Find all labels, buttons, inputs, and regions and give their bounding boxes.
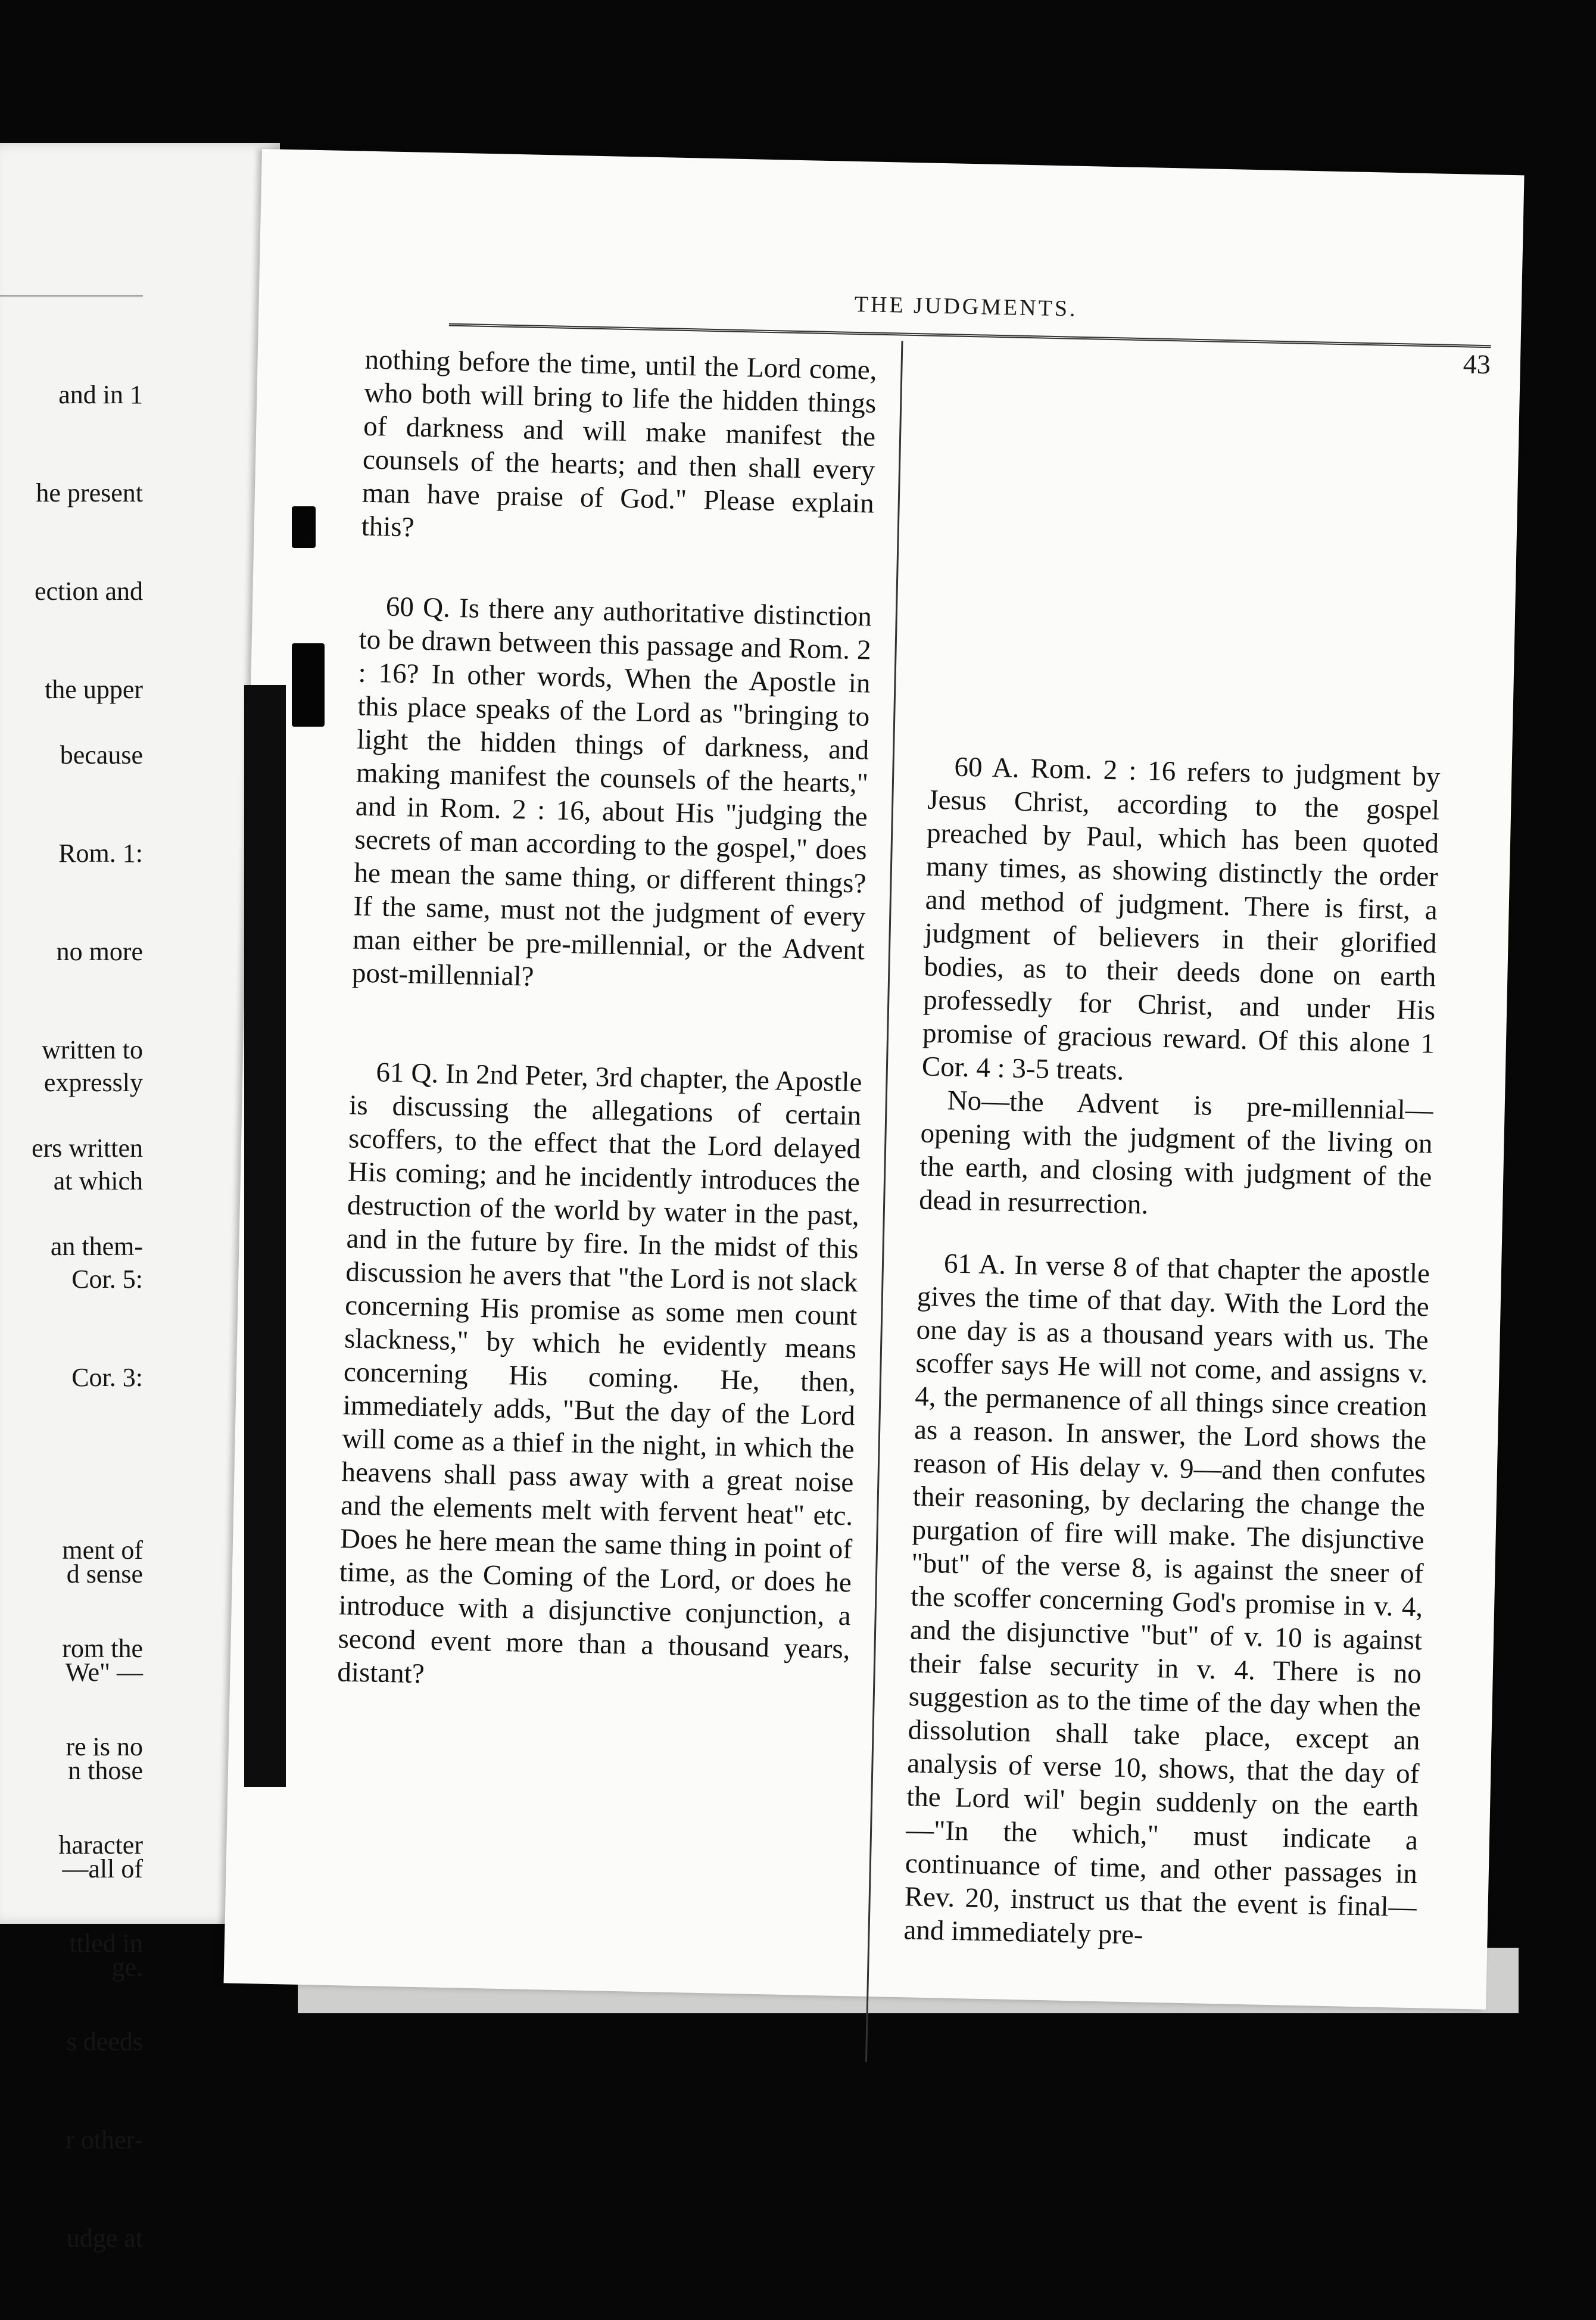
left-fragment-line: Rom. 1: xyxy=(58,839,143,868)
right-column xyxy=(903,750,1441,1958)
left-fragment-line: ment of xyxy=(62,1536,143,1565)
question-60: 60 Q. Is there any authoritative distinction to be drawn between this passage and Rom. 2 : 16? In other words, When the Apostle in this place speaks of the Lord as "bringing to light the hidden things of darkness, and making manifest the counsels of the hearts," and in Rom. 2 : 16, about His "judging the secrets of man according to the gospel," does he mean the same thing, or different things? If the same, must not the judgment of every man either be pre-millennial, or the Advent post-millennial? xyxy=(351,591,872,992)
answer-61: 61 A. In verse 8 of that chapter the apostle gives the time of that day. With the Lord the one day is as a thousand years with us. The scoffer says He will not come, and assigns v. 4, the permanence of all things since creation as a reason. In answer, the Lord shows the reason of His delay v. 9—and then confutes their reasoning, by declaring the change the purgation of fire will make. The disjunctive "but" of the verse 8, is against the sneer of the scoffer concerning God's promise in v. 4, and the disjunctive "but" of v. 10 is against their false security in v. 4. There is no suggestion as to the time of the day when the dissolution shall take place, except an analysis of verse 10, shows, that the day of the Lord wil' begin suddenly on the earth—"In the which," must indicate a continuance of time, and other passages in Rev. 20, instruct us that the event is final—and immediately pre- xyxy=(903,1248,1430,1951)
left-fragment-line: ttled in xyxy=(69,1929,143,1958)
left-fragment-line: an them- xyxy=(50,1232,143,1261)
left-fragment-line: udge at xyxy=(66,2224,143,2253)
left-fragment-line: haracter xyxy=(58,1830,143,1860)
spacer xyxy=(350,989,864,1066)
left-fragment-line: n those xyxy=(68,1756,143,1785)
left-fragment-line: s deeds xyxy=(66,2027,143,2056)
page-number: 43 xyxy=(1463,348,1491,380)
left-fragment-line: the upper xyxy=(45,675,143,704)
left-page-text-bottom xyxy=(0,1468,143,2320)
left-page-rule xyxy=(0,295,143,297)
left-fragment-line: and in 1 xyxy=(58,380,143,409)
question-61: 61 Q. In 2nd Peter, 3rd chapter, the Apostle is discussing the allegations of certain scoffers, to the effect that the Lord delayed His coming; and he incidently introduces the destruction of the world by water in the past, and in the future by fire. In the midst of this discussion he avers that "the Lord is not slack concerning His promise as some men count slackness," by which he evidently means concerning His coming. He, then, immediately adds, "But the day of the Lord will come as a thief in the night, in which the heavens shall pass away with a great noise and the elements melt with fervent heat" etc. Does he here mean the same thing in point of time, as the Coming of the Lord, or does he introduce with a disjunctive conjunction, a second event more than a thousand years, distant? xyxy=(336,1057,862,1690)
left-fragment-line: We" — xyxy=(65,1658,143,1687)
left-fragment-line: at which xyxy=(53,1166,143,1195)
left-fragment-line: written to xyxy=(42,1035,143,1064)
header-rule xyxy=(449,323,1491,348)
left-fragment-line: re is no xyxy=(66,1732,143,1761)
left-fragment-line: Cor. 5: xyxy=(71,1265,143,1294)
left-fragment-line: d sense xyxy=(66,1559,143,1589)
left-fragment-line: expressly xyxy=(43,1068,143,1097)
page-damage-mark xyxy=(292,506,316,548)
left-fragment-line: rom the xyxy=(62,1634,143,1663)
left-fragment-line: because xyxy=(60,740,143,770)
main-page xyxy=(223,149,1524,2010)
left-fragment-line: ection and xyxy=(34,577,143,606)
binding-shadow xyxy=(244,685,286,1787)
left-fragment-line: no more xyxy=(56,937,143,966)
left-column xyxy=(337,343,877,1700)
left-fragment-line: Cor. 3: xyxy=(71,1363,143,1392)
left-fragment-line: ge. xyxy=(111,1952,143,1982)
page-damage-mark xyxy=(292,643,325,727)
left-fragment-line: ers written xyxy=(32,1133,143,1163)
left-fragment-line: r other- xyxy=(66,2125,143,2154)
running-head: THE JUDGMENTS. xyxy=(854,291,1078,322)
left-fragment-line: —all of xyxy=(62,1854,143,1883)
left-fragment-line: he present xyxy=(36,478,143,507)
continuation-paragraph: nothing before the time, until the Lord come, who both will bring to life the hidden things of darkness and will make manifest the counsels of the hearts; and then shall every man have praise of God." Please explain this? xyxy=(361,344,877,543)
answer-60-continued: No—the Advent is pre-millennial—opening with the judgment of the living on the earth, and closing with judgment of the dead in resurrection. xyxy=(918,1085,1434,1220)
answer-60: 60 A. Rom. 2 : 16 refers to judgment by Jesus Christ, according to the gospel preached by Paul, which has been quoted many times, as showing distinctly the order and method of judgment. There is first, a judgment of believers in their glorified bodies, as to their deeds done on earth professedly for Christ, and under His promise of gracious reward. Of this alone 1 Cor. 4 : 3-5 treats. xyxy=(921,751,1441,1086)
